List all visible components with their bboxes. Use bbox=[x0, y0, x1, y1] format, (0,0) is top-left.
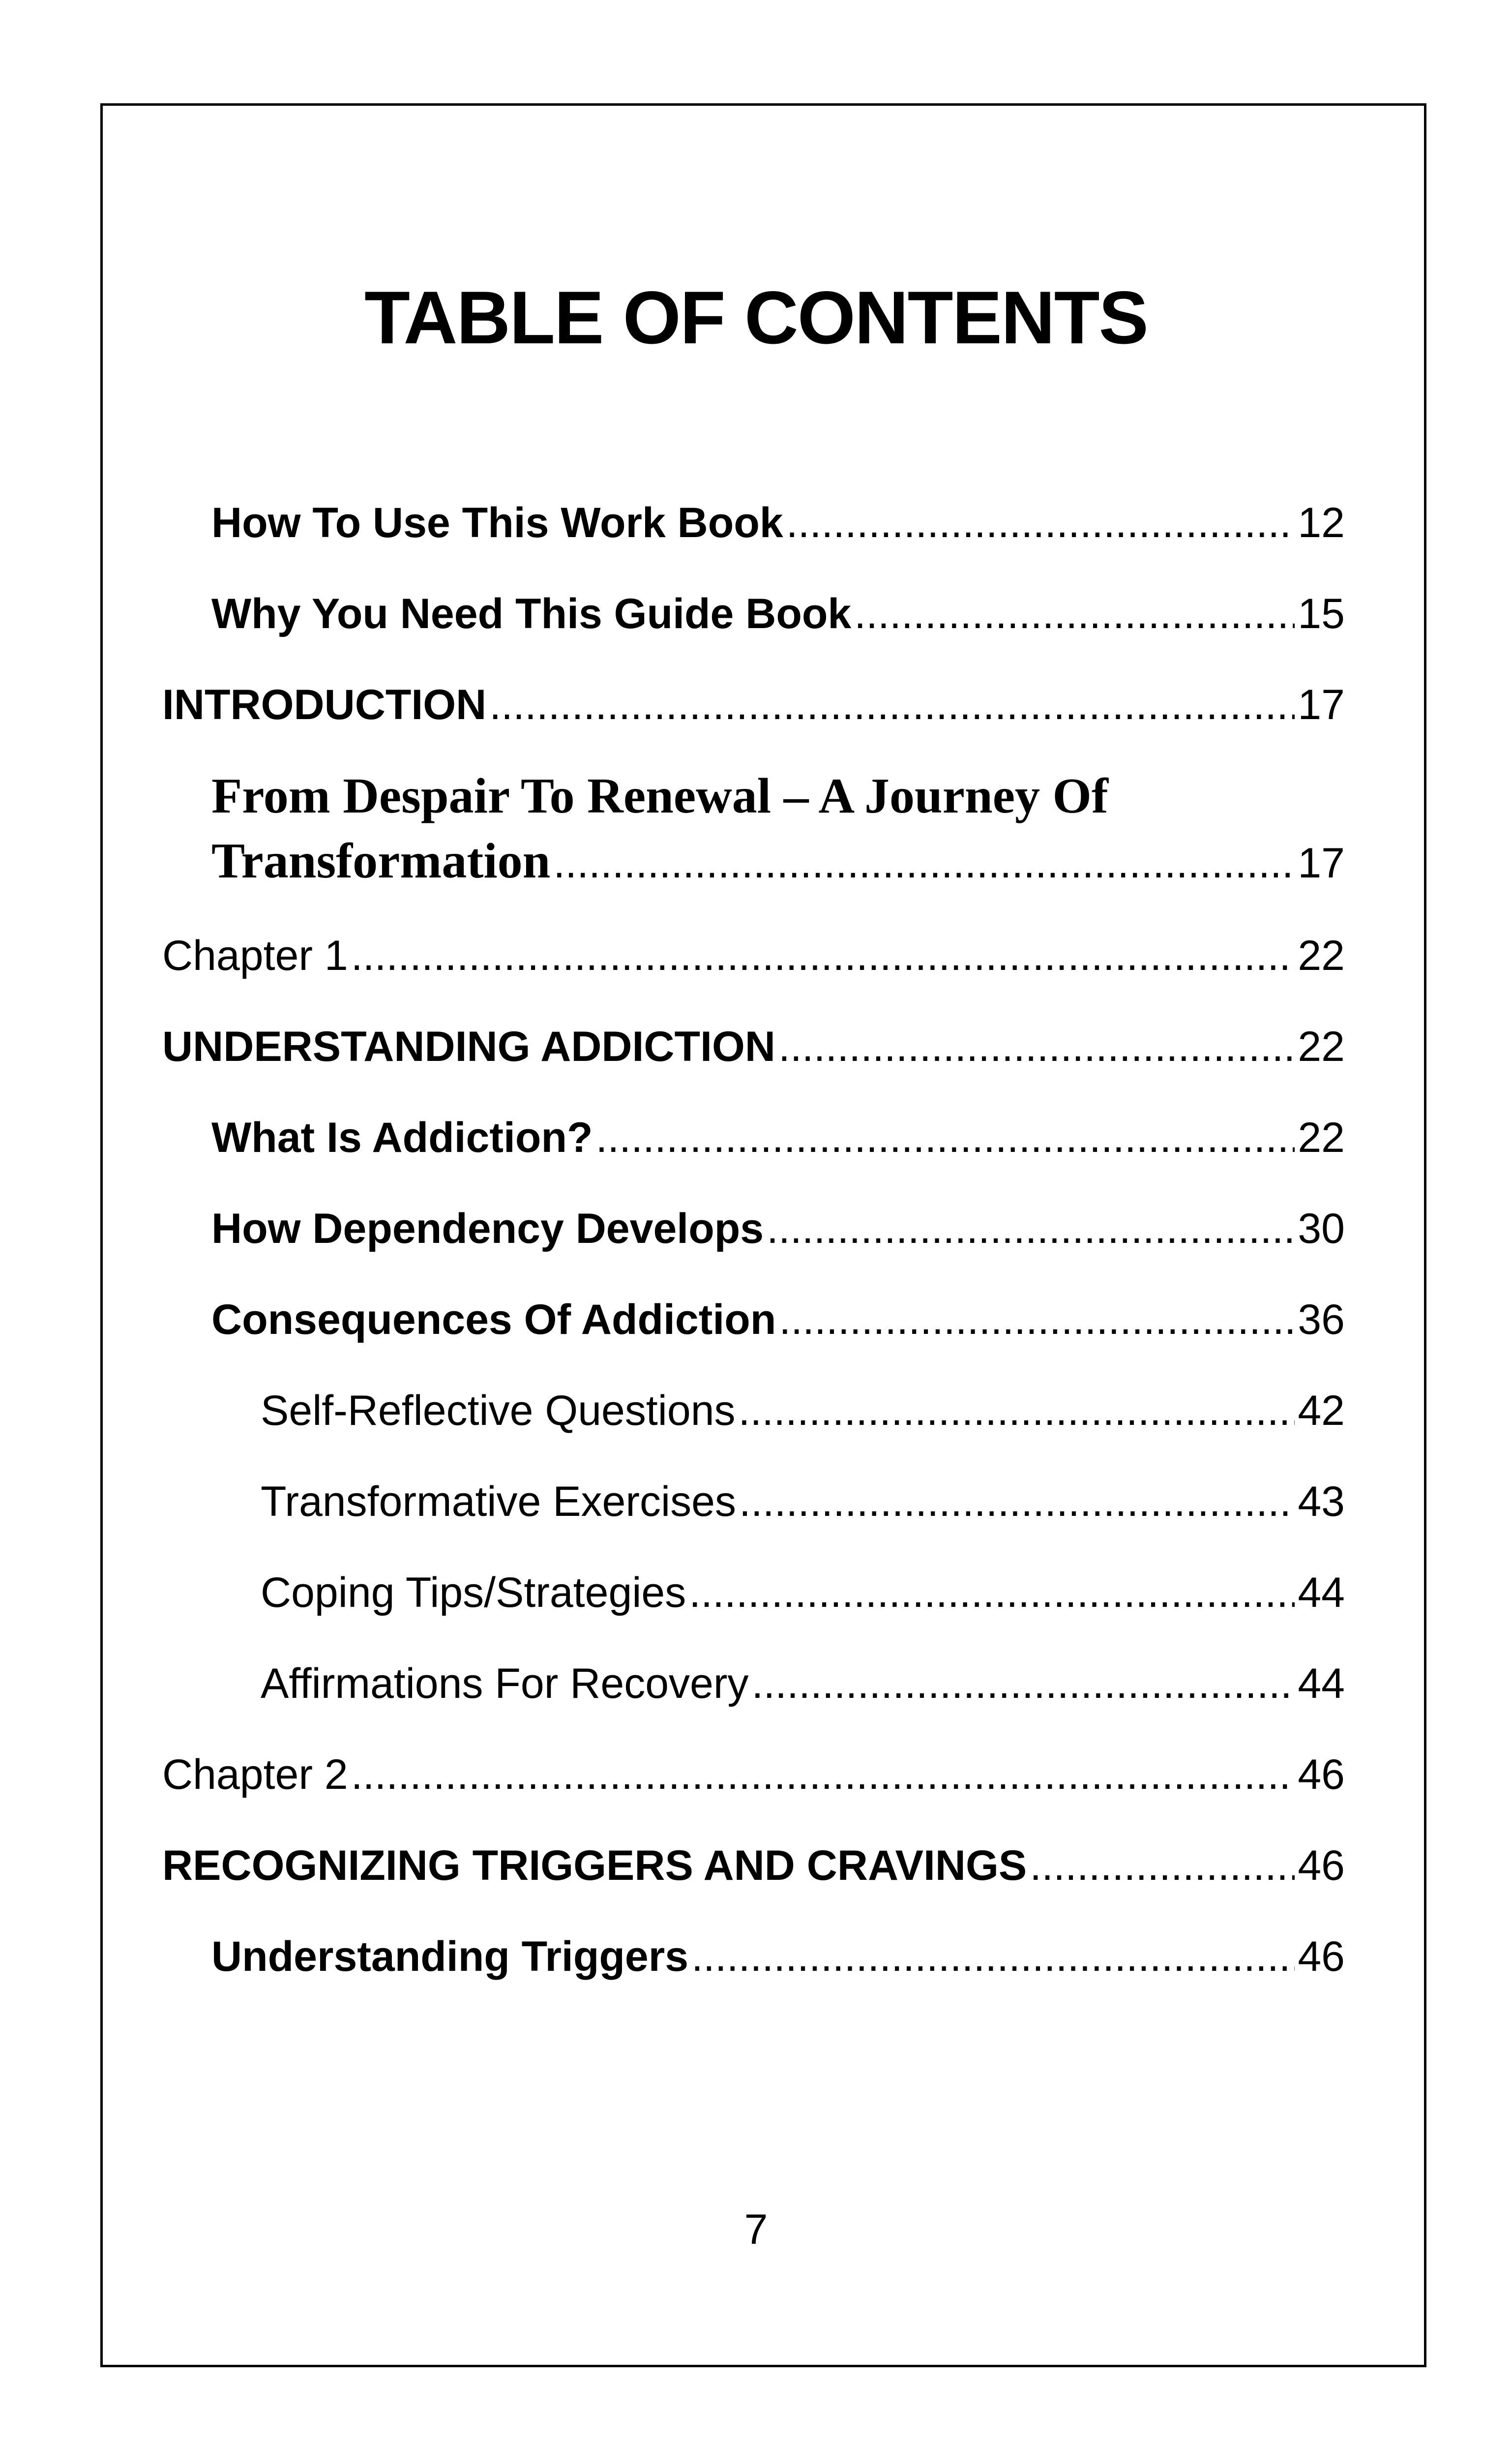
toc-entry-page: 30 bbox=[1298, 1205, 1345, 1252]
toc-entry-chapter-2[interactable] bbox=[162, 1753, 1345, 1796]
toc-entry-label: Chapter 2 bbox=[162, 1751, 348, 1798]
toc-entry-label: Consequences Of Addiction bbox=[211, 1296, 776, 1343]
toc-entry-page: 12 bbox=[1298, 499, 1345, 546]
toc-entry-coping-tips[interactable] bbox=[261, 1571, 1345, 1614]
dot-leader bbox=[553, 842, 1295, 884]
dot-leader bbox=[752, 1662, 1295, 1705]
toc-entry-label: Self-Reflective Questions bbox=[261, 1387, 736, 1434]
toc-entry-despair-line1[interactable]: From Despair To Renewal – A Journey Of bbox=[211, 768, 1108, 824]
toc-entry-page: 36 bbox=[1298, 1296, 1345, 1343]
toc-entry-page: 42 bbox=[1298, 1387, 1345, 1434]
toc-entry-how-dependency-develops[interactable] bbox=[211, 1207, 1345, 1250]
toc-entry-label: Transformation bbox=[211, 833, 551, 889]
toc-entry-label: How To Use This Work Book bbox=[211, 499, 783, 546]
toc-entry-why-you-need[interactable] bbox=[211, 590, 1345, 637]
toc-entry-how-to-use[interactable] bbox=[211, 499, 1345, 546]
dot-leader bbox=[854, 593, 1295, 635]
dot-leader bbox=[778, 1025, 1295, 1068]
toc-entry-label: Understanding Triggers bbox=[211, 1933, 689, 1980]
dot-leader bbox=[691, 1935, 1295, 1978]
toc-entry-what-is-addiction[interactable] bbox=[211, 1116, 1345, 1159]
toc-entry-page: 44 bbox=[1298, 1569, 1345, 1616]
page-title: TABLE OF CONTENTS bbox=[364, 276, 1148, 360]
toc-entry-page: 17 bbox=[1298, 840, 1345, 887]
toc-entry-label: What Is Addiction? bbox=[211, 1114, 593, 1161]
toc-entry-label: How Dependency Develops bbox=[211, 1205, 764, 1252]
toc-entry-introduction[interactable] bbox=[162, 681, 1345, 728]
toc-entry-label: Affirmations For Recovery bbox=[261, 1660, 749, 1707]
toc-entry-page: 15 bbox=[1298, 590, 1345, 637]
dot-leader bbox=[1030, 1844, 1295, 1887]
dot-leader bbox=[351, 935, 1295, 977]
dot-leader bbox=[767, 1207, 1295, 1250]
toc-entry-understanding-addiction[interactable] bbox=[162, 1025, 1345, 1068]
toc-entry-recognizing-triggers[interactable] bbox=[162, 1844, 1345, 1887]
toc-entry-self-reflective-questions[interactable] bbox=[261, 1389, 1345, 1432]
toc-entry-chapter-1[interactable] bbox=[162, 932, 1345, 979]
toc-entry-consequences-of-addiction[interactable] bbox=[211, 1298, 1345, 1341]
toc-entry-page: 43 bbox=[1298, 1478, 1345, 1525]
toc-entry-label: Coping Tips/Strategies bbox=[261, 1569, 686, 1616]
toc-entry-page: 22 bbox=[1298, 932, 1345, 979]
toc-entry-despair-to-renewal[interactable] bbox=[211, 833, 1345, 889]
toc-entry-label: Chapter 1 bbox=[162, 932, 348, 979]
toc-entry-label: Transformative Exercises bbox=[261, 1478, 736, 1525]
toc-entry-label: RECOGNIZING TRIGGERS AND CRAVINGS bbox=[162, 1842, 1027, 1889]
dot-leader bbox=[739, 1480, 1295, 1523]
toc-entry-page: 17 bbox=[1298, 681, 1345, 728]
toc-entry-transformative-exercises[interactable] bbox=[261, 1480, 1345, 1523]
dot-leader bbox=[596, 1116, 1295, 1159]
dot-leader bbox=[351, 1753, 1295, 1796]
toc-entry-label: INTRODUCTION bbox=[162, 681, 487, 728]
toc-entry-label: UNDERSTANDING ADDICTION bbox=[162, 1023, 775, 1070]
dot-leader bbox=[689, 1571, 1295, 1614]
page-number: 7 bbox=[744, 2206, 768, 2253]
toc-entry-affirmations[interactable] bbox=[261, 1662, 1345, 1705]
dot-leader bbox=[489, 684, 1295, 726]
dot-leader bbox=[779, 1298, 1295, 1341]
dot-leader bbox=[739, 1389, 1295, 1432]
toc-entry-page: 22 bbox=[1298, 1114, 1345, 1161]
toc-entry-label: Why You Need This Guide Book bbox=[211, 590, 852, 637]
toc-entry-page: 46 bbox=[1298, 1751, 1345, 1798]
toc-entry-page: 46 bbox=[1298, 1933, 1345, 1980]
toc-entry-page: 22 bbox=[1298, 1023, 1345, 1070]
dot-leader bbox=[786, 502, 1295, 544]
toc-entry-understanding-triggers[interactable] bbox=[211, 1935, 1345, 1978]
toc-entry-page: 46 bbox=[1298, 1842, 1345, 1889]
toc-entry-page: 44 bbox=[1298, 1660, 1345, 1707]
